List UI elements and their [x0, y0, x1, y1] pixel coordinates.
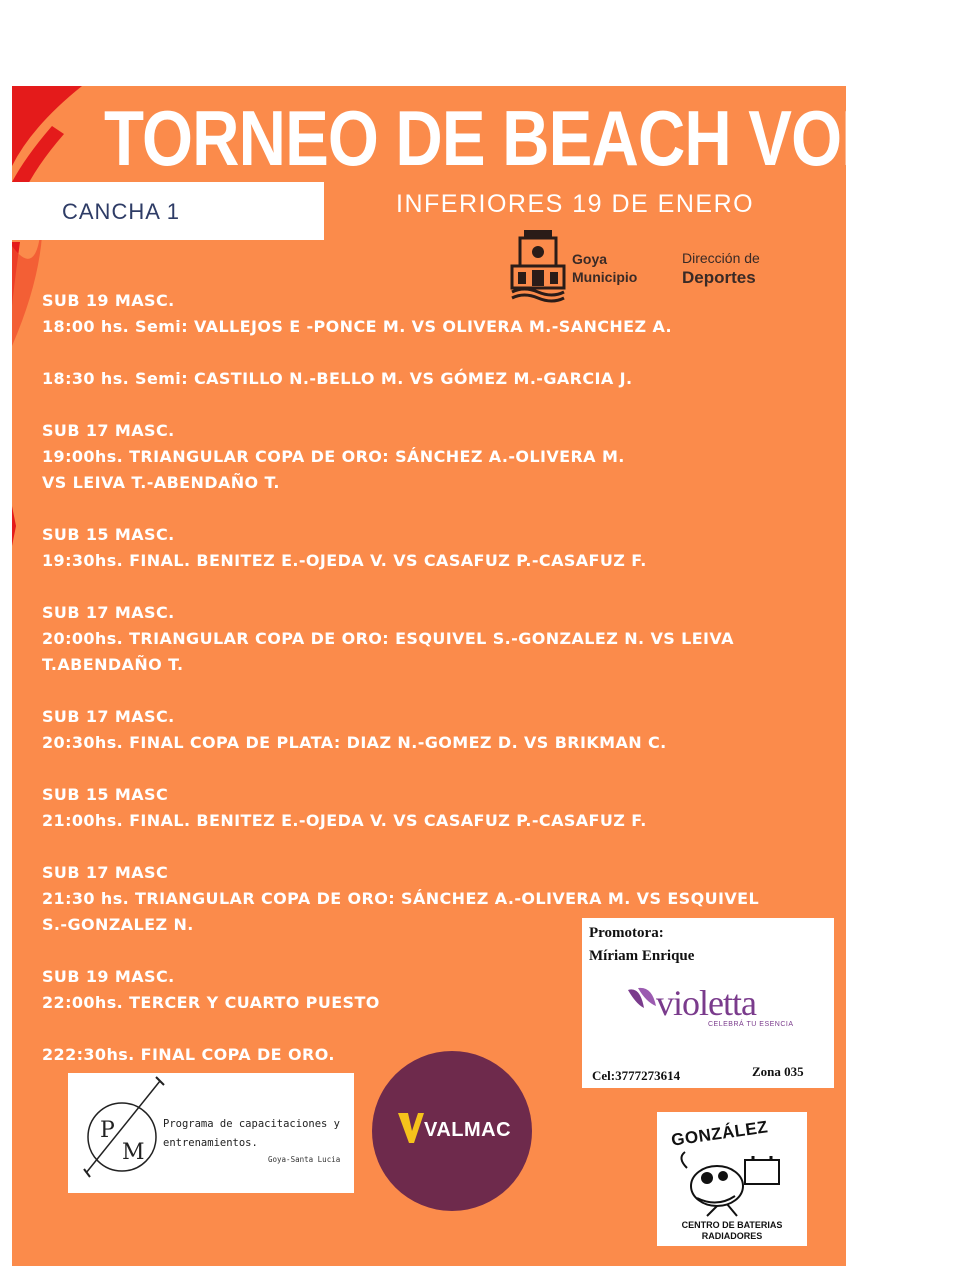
schedule-line: 222:30hs. FINAL COPA DE ORO.	[42, 1045, 335, 1064]
valmac-v-icon	[398, 1113, 424, 1143]
valmac-sponsor-logo	[372, 1051, 532, 1211]
promotora-info: Promotora: Míriam Enrique	[589, 925, 695, 964]
poster	[12, 86, 966, 1266]
pm-description: Programa de capacitaciones y entrenamientos.	[163, 1118, 341, 1149]
schedule-line: 18:00 hs. Semi: VALLEJOS E -PONCE M. VS OLIVERA M.-SANCHEZ A.	[42, 317, 673, 336]
pm-letter-p: P	[100, 1118, 115, 1143]
violetta-brand: violetta	[656, 983, 756, 1023]
sports-department: Dirección de Deportes	[682, 250, 760, 287]
schedule-line: 19:00hs. TRIANGULAR COPA DE ORO: SÁNCHEZ A.-OLIVERA M.	[42, 447, 625, 466]
schedule-line: 20:00hs. TRIANGULAR COPA DE ORO: ESQUIVEL S.-GONZALEZ N. VS LEIVA	[42, 629, 734, 648]
gonzalez-description: CENTRO DE BATERIAS RADIADORES	[681, 1220, 783, 1241]
violetta-leaf-icon	[628, 986, 658, 1012]
schedule-line: T.ABENDAÑO T.	[42, 655, 184, 674]
schedule-gap	[42, 392, 842, 418]
promotora-zone: Zona 035	[752, 1064, 804, 1079]
schedule-line: S.-GONZALEZ N.	[42, 915, 194, 934]
schedule-gap	[42, 574, 842, 600]
violetta-tagline: CELEBRÁ TU ESENCIA	[708, 1021, 794, 1028]
schedule-gap	[42, 756, 842, 782]
schedule-line: 19:30hs. FINAL. BENITEZ E.-OJEDA V. VS CASAFUZ P.-CASAFUZ F.	[42, 551, 647, 570]
court-label: CANCHA 1	[62, 199, 181, 224]
pm-location: Goya-Santa Lucia	[268, 1155, 341, 1164]
poster-title: TORNEO DE BEACH VOLEY	[104, 94, 966, 182]
schedule-line: 18:30 hs. Semi: CASTILLO N.-BELLO M. VS GÓMEZ M.-GARCIA J.	[42, 369, 633, 388]
schedule-gap	[42, 340, 842, 366]
schedule-gap	[42, 834, 842, 860]
schedule-line: 21:00hs. FINAL. BENITEZ E.-OJEDA V. VS CASAFUZ P.-CASAFUZ F.	[42, 811, 647, 830]
gonzalez-sponsor-card	[657, 1112, 807, 1246]
promotora-phone: Cel:3777273614	[592, 1068, 681, 1083]
schedule-line: SUB 15 MASC.	[42, 525, 175, 544]
schedule-line: 21:30 hs. TRIANGULAR COPA DE ORO: SÁNCHEZ A.-OLIVERA M. VS ESQUIVEL	[42, 889, 760, 908]
schedule-line: VS LEIVA T.-ABENDAÑO T.	[42, 473, 280, 492]
valmac-name: VALMAC	[424, 1119, 512, 1141]
gonzalez-name: GONZÁLEZ	[670, 1117, 770, 1150]
schedule-line: SUB 19 MASC.	[42, 967, 175, 986]
municipality-name: Goya Municipio	[572, 251, 638, 285]
schedule-line: SUB 15 MASC	[42, 785, 169, 804]
schedule-line: 22:00hs. TERCER Y CUARTO PUESTO	[42, 993, 380, 1012]
schedule-line: SUB 17 MASC.	[42, 603, 175, 622]
pm-sponsor-card	[68, 1073, 354, 1193]
schedule-gap	[42, 678, 842, 704]
schedule-line: SUB 17 MASC.	[42, 707, 175, 726]
schedule-line: SUB 17 MASC.	[42, 421, 175, 440]
schedule-line: SUB 17 MASC	[42, 863, 169, 882]
pm-letter-m: M	[122, 1140, 145, 1165]
cartoon-mouse-battery-icon	[677, 1148, 787, 1218]
event-subtitle: INFERIORES 19 DE ENERO	[396, 190, 755, 218]
promotora-card	[582, 918, 834, 1088]
schedule-line: SUB 19 MASC.	[42, 291, 175, 310]
schedule-gap	[42, 496, 842, 522]
schedule-line: 20:30hs. FINAL COPA DE PLATA: DIAZ N.-GOMEZ D. VS BRIKMAN C.	[42, 733, 667, 752]
